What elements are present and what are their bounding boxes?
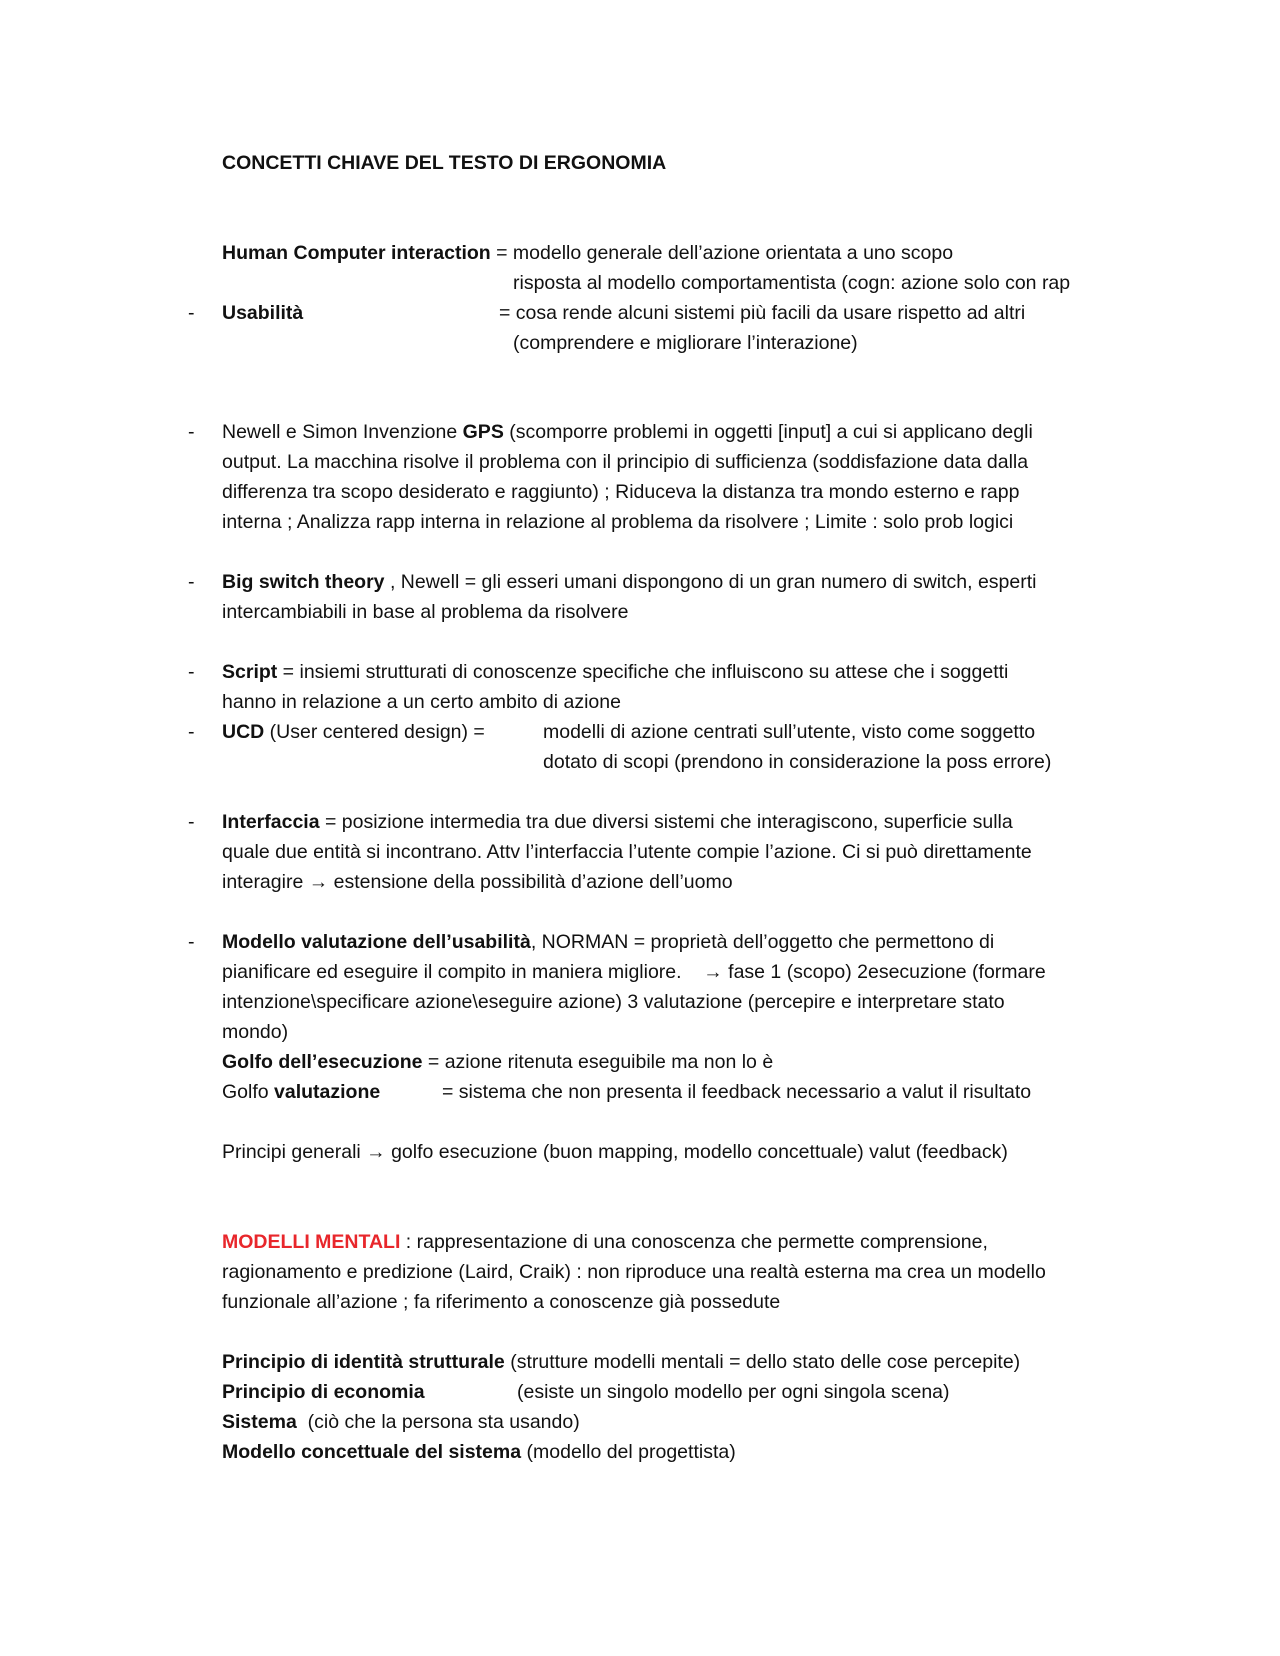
golfo-esecuzione-term: Golfo dell’esecuzione xyxy=(222,1051,423,1073)
script-term: Script xyxy=(222,661,278,683)
hci-entry xyxy=(222,241,953,265)
hci-definition-line-2: risposta al modello comportamentista (cogn: azione solo con rap xyxy=(513,272,1071,294)
norman-line-4: mondo) xyxy=(222,1021,289,1043)
big-switch-line-1: Big switch theory , Newell = gli esseri umani dispongono di un gran numero di switch, esperti xyxy=(222,571,1037,593)
usabilita-definition-line-2: (comprendere e migliorare l’interazione) xyxy=(513,332,858,354)
gps-term: GPS xyxy=(462,421,504,443)
principio-identita-term: Principio di identità strutturale xyxy=(222,1351,505,1373)
modello-concettuale-term: Modello concettuale del sistema xyxy=(222,1441,522,1463)
interfaccia-line-1: Interfaccia = posizione intermedia tra due diversi sistemi che interagiscono, superficie sulla xyxy=(222,811,1013,833)
sistema: Sistema (ciò che la persona sta usando) xyxy=(222,1411,580,1433)
page-title: CONCETTI CHIAVE DEL TESTO DI ERGONOMIA xyxy=(222,152,667,174)
gps-line-3: differenza tra scopo desiderato e raggiunto) ; Riduceva la distanza tra mondo esterno e rapp xyxy=(222,481,1020,503)
bullet-dash: - xyxy=(188,811,195,833)
gps-line-4: interna ; Analizza rapp interna in relazione al problema da risolvere ; Limite : solo prob logici xyxy=(222,511,1014,533)
ucd-term: UCD xyxy=(222,721,265,743)
bullet-dash: - xyxy=(188,421,195,443)
bullet-dash: - xyxy=(188,931,195,953)
norman-line-2: pianificare ed eseguire il compito in maniera migliore. → fase 1 (scopo) 2esecuzione (formare xyxy=(222,961,1046,983)
hci-term: Human Computer interaction xyxy=(222,242,491,264)
hci-definition: = modello generale dell’azione orientata a uno scopo xyxy=(496,242,954,264)
modello-concettuale: Modello concettuale del sistema (modello del progettista) xyxy=(222,1441,736,1463)
interfaccia-term: Interfaccia xyxy=(222,811,320,833)
gps-line-1: Newell e Simon Invenzione GPS (scomporre problemi in oggetti [input] a cui si applicano degli xyxy=(222,421,1033,443)
golfo-valutazione: Golfo valutazione xyxy=(222,1081,381,1103)
arrow-right-icon: → xyxy=(703,961,723,983)
bullet-dash: - xyxy=(188,571,195,593)
principi-generali: Principi generali → golfo esecuzione (buon mapping, modello concettuale) valut (feedback) xyxy=(222,1141,1008,1163)
golfo-valutazione-term: valutazione xyxy=(274,1081,381,1103)
interfaccia-line-3: interagire → estensione della possibilità d’azione dell’uomo xyxy=(222,871,733,893)
norman-line-3: intenzione\specificare azione\eseguire azione) 3 valutazione (percepire e interpretare stato xyxy=(222,991,1005,1013)
usabilita-definition: = cosa rende alcuni sistemi più facili da usare rispetto ad altri xyxy=(499,302,1026,324)
script-line-2: hanno in relazione a un certo ambito di azione xyxy=(222,691,621,713)
principio-economia-definition: (esiste un singolo modello per ogni singola scena) xyxy=(517,1381,950,1403)
norman-term: Modello valutazione dell’usabilità xyxy=(222,931,531,953)
principio-identita: Principio di identità strutturale (strutture modelli mentali = dello stato delle cose percepite) xyxy=(222,1351,1021,1373)
arrow-right-icon: → xyxy=(366,1141,386,1163)
interfaccia-line-2: quale due entità si incontrano. Attv l’interfaccia l’utente compie l’azione. Ci si può direttamente xyxy=(222,841,1032,863)
bullet-dash: - xyxy=(188,721,195,743)
gps-line-2: output. La macchina risolve il problema con il principio di sufficienza (soddisfazione data dalla xyxy=(222,451,1029,473)
modelli-mentali-line-2: ragionamento e predizione (Laird, Craik) : non riproduce una realtà esterna ma crea un modello xyxy=(222,1261,1046,1283)
golfo-valutazione-definition: = sistema che non presenta il feedback necessario a valut il risultato xyxy=(442,1081,1032,1103)
script-line-1: Script = insiemi strutturati di conoscenze specifiche che influiscono su attese che i soggetti xyxy=(222,661,1009,683)
ucd-definition: modelli di azione centrati sull’utente, visto come soggetto xyxy=(543,721,1036,743)
norman-line-1: Modello valutazione dell’usabilità, NORMAN = proprietà dell’oggetto che permettono di xyxy=(222,931,995,953)
big-switch-line-2: intercambiabili in base al problema da risolvere xyxy=(222,601,629,623)
ucd-line-1: UCD (User centered design) = xyxy=(222,721,485,743)
big-switch-term: Big switch theory xyxy=(222,571,385,593)
modelli-mentali-term: MODELLI MENTALI xyxy=(222,1231,401,1253)
sistema-term: Sistema xyxy=(222,1411,297,1433)
bullet-dash: - xyxy=(188,302,195,324)
bullet-dash: - xyxy=(188,661,195,683)
principio-economia-term: Principio di economia xyxy=(222,1381,425,1403)
modelli-mentali-line-3: funzionale all’azione ; fa riferimento a conoscenze già possedute xyxy=(222,1291,781,1313)
modelli-mentali-line-1: MODELLI MENTALI : rappresentazione di una conoscenza che permette comprensione, xyxy=(222,1231,988,1253)
golfo-esecuzione: Golfo dell’esecuzione = azione ritenuta eseguibile ma non lo è xyxy=(222,1051,774,1073)
ucd-definition-line-2: dotato di scopi (prendono in considerazione la poss errore) xyxy=(543,751,1052,773)
arrow-right-icon: → xyxy=(308,871,329,893)
usabilita-term: Usabilità xyxy=(222,302,304,324)
